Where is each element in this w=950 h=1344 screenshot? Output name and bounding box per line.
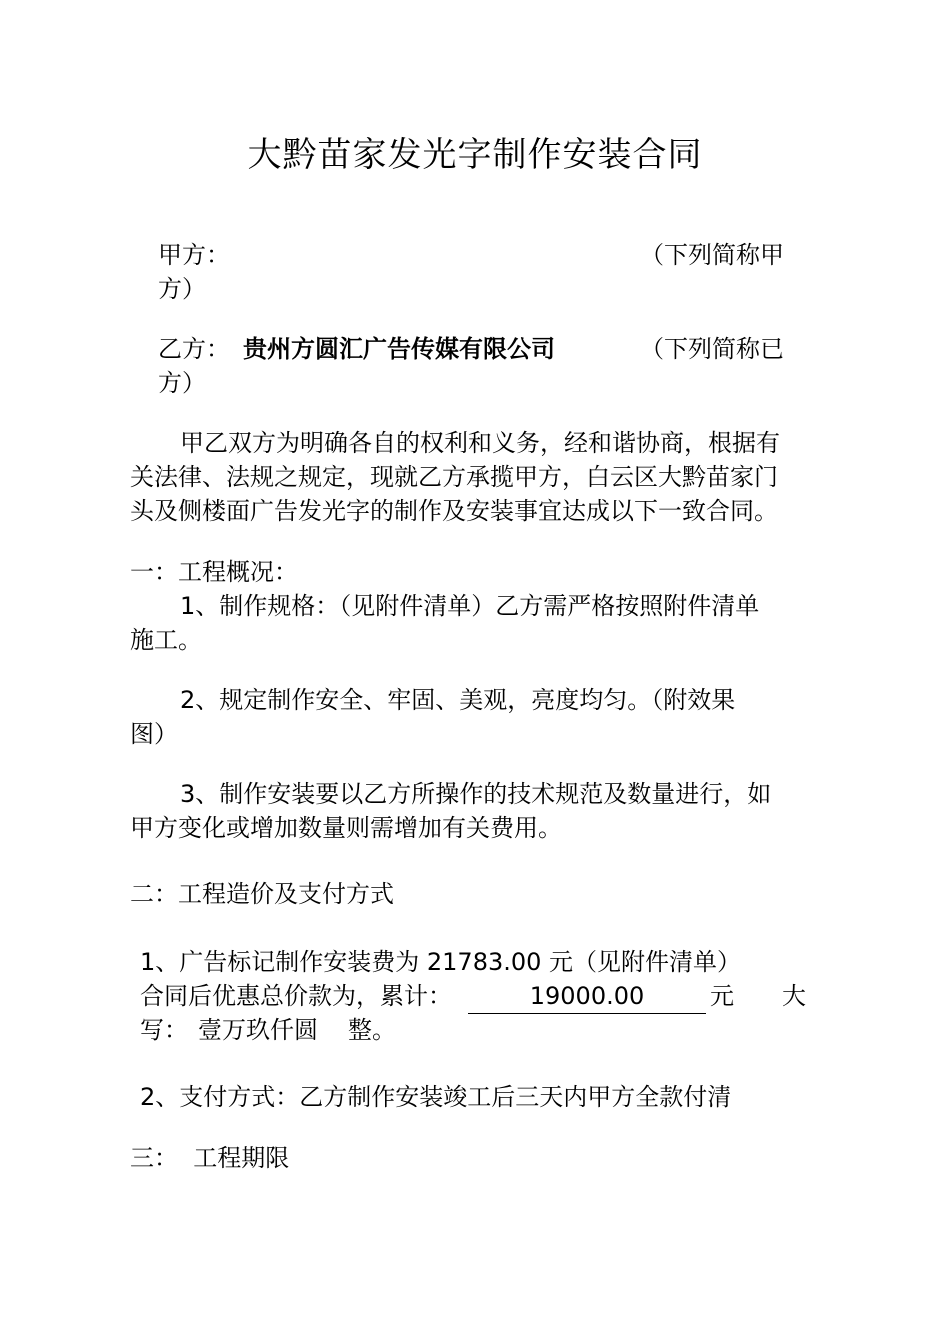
- section-1-item-1-line-1: 1、制作规格：（见附件清单）乙方需严格按照附件清单: [180, 592, 760, 620]
- amount-words-suffix: 整。: [348, 1016, 396, 1044]
- section-2-item-2: 2、支付方式：乙方制作安装竣工后三天内甲方全款付清: [140, 1083, 732, 1111]
- amount-da: 大: [782, 982, 806, 1010]
- amount-words: 壹万玖仟圆: [198, 1016, 318, 1044]
- total-amount: 19000.00: [468, 979, 706, 1014]
- intro-line-2: 关法律、法规之规定，现就乙方承揽甲方，白云区大黔苗家门: [130, 463, 778, 491]
- section-1-item-3-line-1: 3、制作安装要以乙方所操作的技术规范及数量进行，如: [180, 780, 772, 808]
- party-b-label: 乙方：: [158, 335, 230, 363]
- party-b-note: （下列简称已: [640, 335, 784, 363]
- section-1-item-1-line-2: 施工。: [130, 626, 202, 654]
- section-1-item-2-line-2: 图）: [130, 720, 178, 748]
- section-1-heading: 一：工程概况：: [130, 558, 298, 586]
- section-2-item-1-line-2-prefix: 合同后优惠总价款为，累计：: [140, 982, 452, 1010]
- intro-line-1: 甲乙双方为明确各自的权利和义务，经和谐协商，根据有: [180, 429, 780, 457]
- amount-unit: 元: [710, 982, 734, 1010]
- party-b-note-cont: 方）: [158, 369, 206, 397]
- section-2-heading: 二：工程造价及支付方式: [130, 880, 394, 908]
- section-1-item-3-line-2: 甲方变化或增加数量则需增加有关费用。: [130, 814, 562, 842]
- section-1-item-2-line-1: 2、规定制作安全、牢固、美观，亮度均匀。（附效果: [180, 686, 736, 714]
- party-a-note: （下列简称甲: [640, 241, 784, 269]
- section-3-heading: 三： 工程期限: [130, 1144, 290, 1172]
- intro-line-3: 头及侧楼面广告发光字的制作及安装事宜达成以下一致合同。: [130, 497, 778, 525]
- document-title: 大黔苗家发光字制作安装合同: [247, 135, 703, 175]
- party-b-name: 贵州方圆汇广告传媒有限公司: [243, 335, 555, 363]
- party-a-note-cont: 方）: [158, 275, 206, 303]
- total-amount-field: [468, 979, 706, 1014]
- party-a-label: 甲方：: [158, 241, 230, 269]
- section-2-item-1-line-1: 1、广告标记制作安装费为 21783.00 元（见附件清单）: [140, 948, 742, 976]
- amount-words-label: 写：: [140, 1016, 188, 1044]
